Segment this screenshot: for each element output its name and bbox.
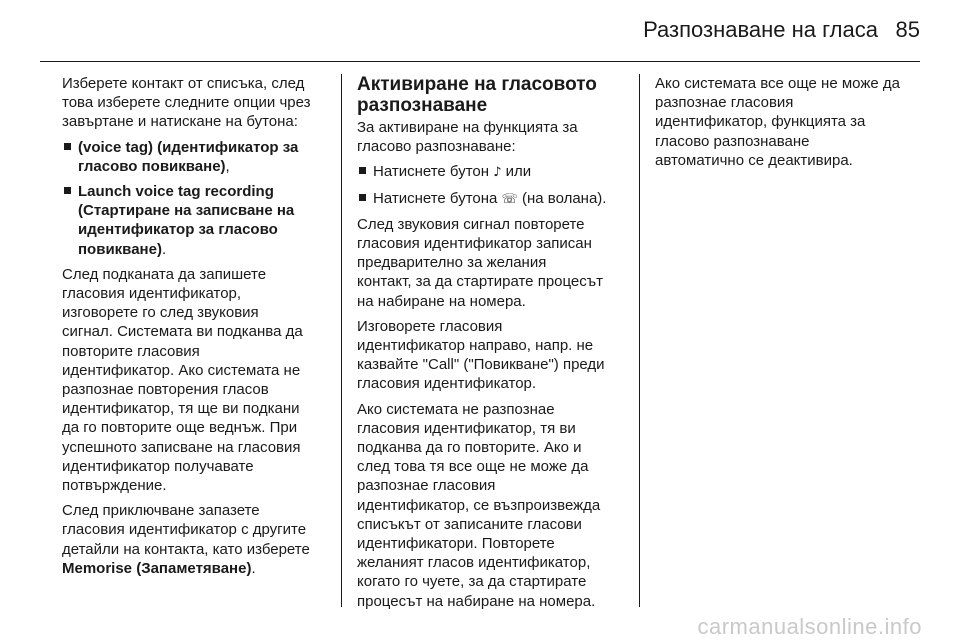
column-middle: [357, 74, 623, 617]
column-divider: [639, 74, 640, 607]
recording-paragraph: След подканата да запишете гласовия идентификатор, изговорете го след звуковия сигнал. Системата ви подканва да повторите гласовия идентификатор. Ако системата не разпознае повторения гласов идентификатор, тя ще ви подкани да го повторите още веднъж. При успешното записване на гласовия идентификатор получавате потвърждение.: [62, 265, 303, 495]
save-paragraph: [62, 501, 326, 578]
punctuation: ,: [225, 157, 230, 175]
step-text: Натиснете бутона: [373, 189, 498, 207]
option-voice-tag: (voice tag) (идентификатор за гласово повикване): [78, 138, 299, 175]
page-number: 85: [895, 17, 920, 42]
speak-paragraph: Изговорете гласовия идентификатор направо, напр. не казвайте "Call" ("Повикване") преди гласовия идентификатор.: [357, 317, 605, 393]
save-text: След приключване запазете гласовия идентификатор с другите детайли на контакта, като изберете: [62, 502, 310, 558]
step-tail: (на волана).: [521, 189, 607, 207]
recognition-paragraph: Ако системата не разпознае гласовия идентификатор, тя ви подканва да го повторите. Ако и след това тя все още не може да разпознае гласовия идентификатор, се възпроизвежда списъкът от записаните гласови идентификатори. Повторете желаният гласов идентификатор, когато го чуете, за да стартирате процесът на набиране на номера.: [357, 400, 601, 610]
punctuation: .: [161, 240, 167, 258]
activation-list: [357, 162, 623, 208]
intro-paragraph: За активиране на функцията за гласово разпознаване:: [357, 119, 578, 156]
option-launch-recording: Launch voice tag recording (Стартиране на записване на идентификатор за гласово повикване): [78, 183, 295, 258]
bullet-marker: [64, 187, 71, 194]
section-heading: Активиране на гласовото разпознаване: [357, 74, 597, 116]
list-item: [357, 162, 623, 182]
site-watermark: carmanualsonline.info: [697, 614, 922, 639]
list-item: [62, 138, 326, 176]
option-memorise: Memorise (Запаметяване): [62, 559, 252, 577]
step-tail: или: [505, 163, 532, 181]
punctuation: .: [251, 559, 256, 577]
voice-button-icon: ♪: [493, 165, 502, 181]
page-header: [0, 0, 960, 62]
header-rule: [40, 61, 920, 62]
step-text: Натиснете бутон: [373, 163, 490, 181]
bullet-marker: [64, 143, 71, 150]
steering-wheel-voice-icon: ☏: [501, 191, 518, 207]
column-divider: [341, 74, 342, 607]
option-list: [62, 138, 326, 259]
column-right: [655, 74, 925, 176]
list-item: [357, 189, 623, 209]
dial-paragraph: След звуковия сигнал повторете гласовия идентификатор записан предварително за желания контакт, за да стартирате процесът на набиране на номера.: [357, 215, 604, 310]
list-item: [62, 182, 326, 259]
bullet-marker: [359, 167, 366, 174]
deactivation-paragraph: Ако системата все още не може да разпознае гласовия идентификатор, функцията за гласово разпознаване автоматично се деактивира.: [655, 75, 900, 169]
bullet-marker: [359, 194, 366, 201]
column-left: [62, 74, 326, 584]
intro-paragraph: Изберете контакт от списъка, след това изберете следните опции чрез завъртане и натискане на бутона:: [62, 75, 311, 131]
page-title: Разпознаване на гласа: [643, 17, 878, 42]
